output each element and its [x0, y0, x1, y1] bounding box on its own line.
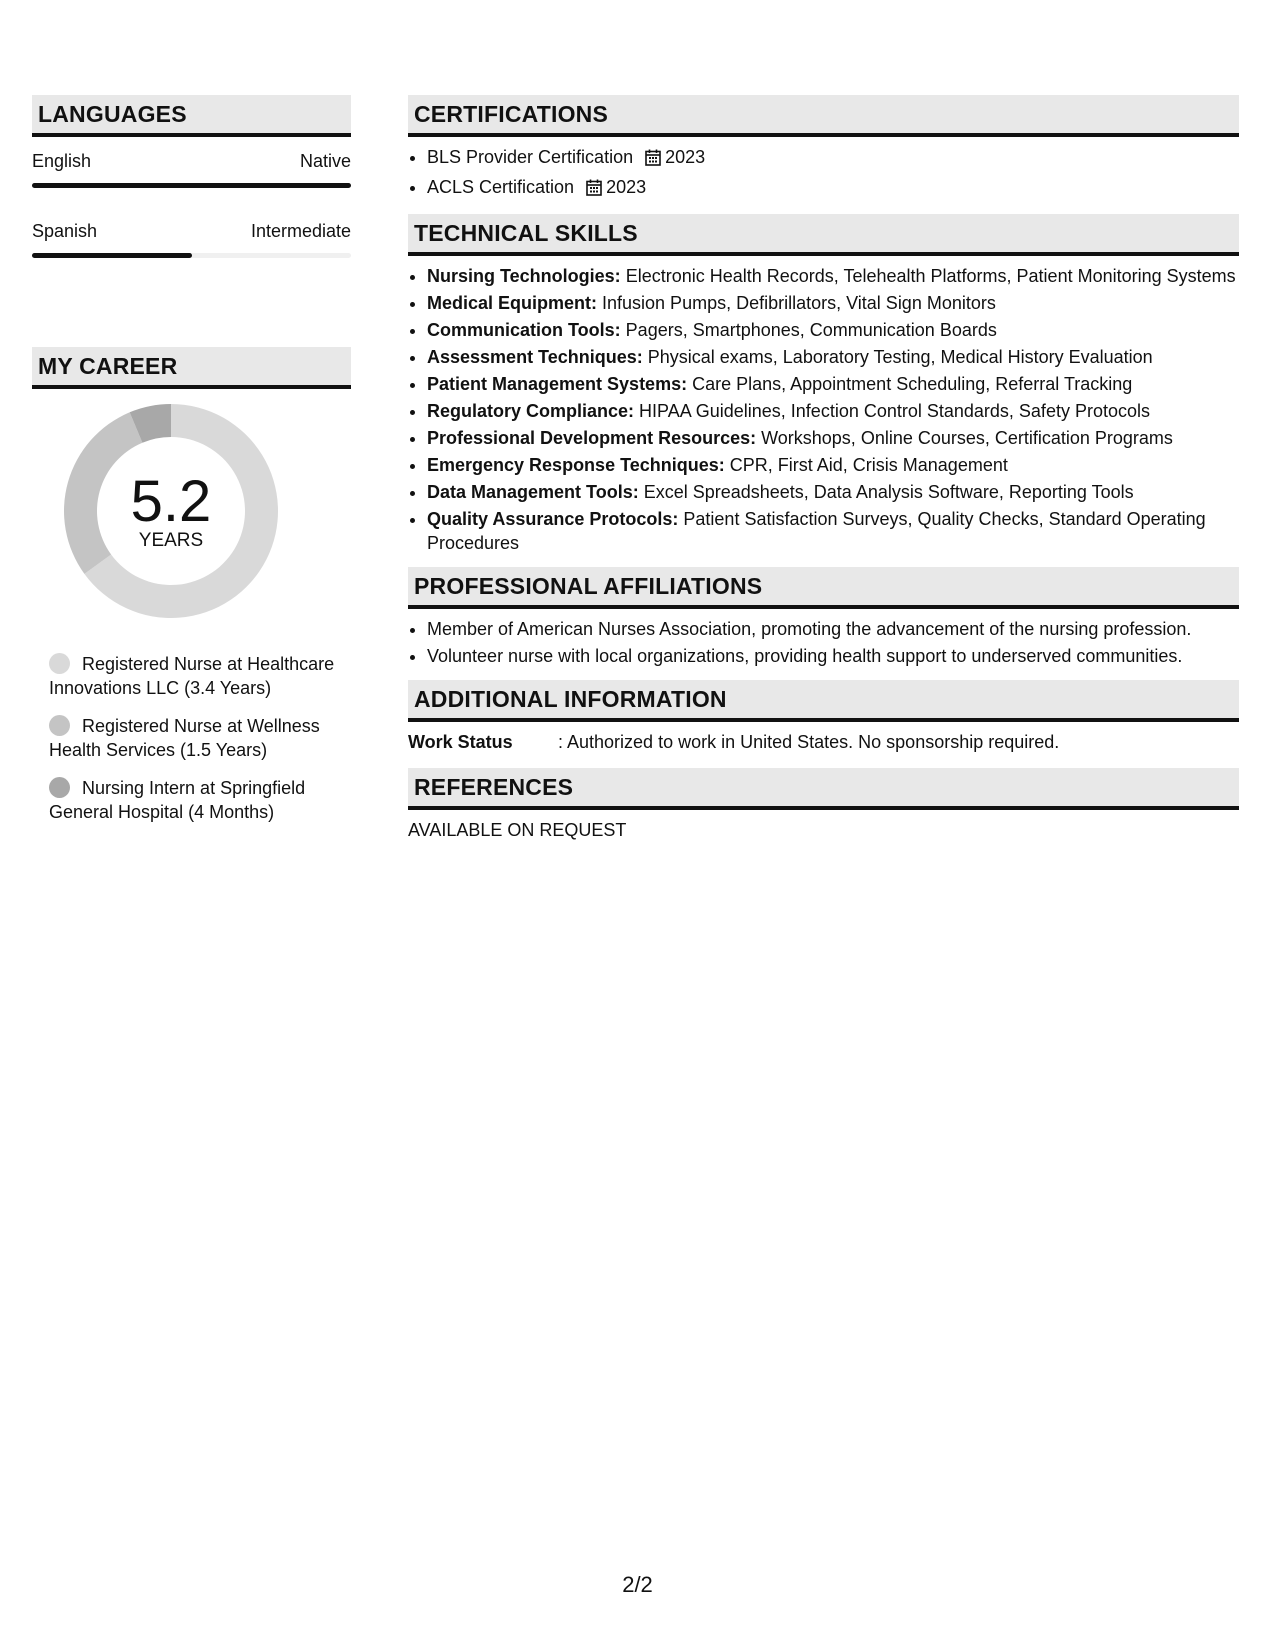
- skill-label: Professional Development Resources:: [427, 428, 757, 448]
- legend-label: Nursing Intern at Springfield General Hospital (4 Months): [49, 778, 306, 822]
- affiliation-item: • Volunteer nurse with local organizations, providing health support to underserved communities.: [427, 644, 1239, 668]
- legend-swatch: [49, 777, 70, 798]
- skill-text: Care Plans, Appointment Scheduling, Referral Tracking: [687, 374, 1133, 394]
- certification-year: 2023: [606, 177, 647, 197]
- language-level: Native: [299, 151, 351, 171]
- language-name: English: [32, 151, 92, 171]
- legend-item: [49, 652, 339, 700]
- proficiency-bar: [32, 183, 351, 188]
- proficiency-bar: [32, 253, 351, 258]
- skill-item: [427, 372, 1239, 396]
- career-donut-chart: [64, 404, 296, 636]
- calendar-icon: [645, 148, 661, 172]
- proficiency-fill: [32, 253, 192, 258]
- calendar-icon: [586, 178, 602, 202]
- skill-text: CPR, First Aid, Crisis Management: [724, 455, 1008, 475]
- skill-item: [427, 399, 1239, 423]
- language-item: [32, 137, 351, 207]
- skill-label: Regulatory Compliance:: [427, 401, 635, 421]
- skill-label: Data Management Tools:: [427, 482, 639, 502]
- references-text: AVAILABLE ON REQUEST: [408, 820, 627, 840]
- skill-label: Quality Assurance Protocols:: [427, 509, 679, 529]
- legend-swatch: [49, 653, 70, 674]
- language-item: [32, 207, 351, 277]
- references-section: [408, 768, 1239, 841]
- references-heading: REFERENCES: [408, 768, 1239, 810]
- skill-text: Workshops, Online Courses, Certification Programs: [756, 428, 1173, 448]
- career-legend: [49, 652, 339, 838]
- skill-label: Communication Tools:: [427, 320, 621, 340]
- skill-text: HIPAA Guidelines, Infection Control Standards, Safety Protocols: [634, 401, 1150, 421]
- page-number: 2/2: [622, 1572, 653, 1597]
- affiliations-heading: PROFESSIONAL AFFILIATIONS: [408, 567, 1239, 609]
- affiliation-item: • Member of American Nurses Association, promoting the advancement of the nursing profession.: [427, 617, 1239, 641]
- certifications-heading: CERTIFICATIONS: [408, 95, 1239, 137]
- proficiency-fill: [32, 183, 351, 188]
- certification-item: [427, 175, 1239, 202]
- language-name: Spanish: [32, 221, 98, 241]
- left-column: [32, 95, 351, 389]
- skill-label: Nursing Technologies:: [427, 266, 621, 286]
- technical-skills-list: [408, 264, 1239, 555]
- career-heading: MY CAREER: [32, 347, 351, 389]
- legend-swatch: [49, 715, 70, 736]
- work-status-label: Work Status: [408, 732, 513, 752]
- skill-text: Electronic Health Records, Telehealth Platforms, Patient Monitoring Systems: [620, 266, 1236, 286]
- skill-label: Assessment Techniques:: [427, 347, 643, 367]
- skill-item: [427, 291, 1239, 315]
- language-level: Intermediate: [250, 221, 351, 241]
- certifications-list: [408, 145, 1239, 202]
- skill-item: [427, 480, 1239, 504]
- skill-item: [427, 507, 1239, 555]
- work-status-row: [408, 730, 1239, 754]
- additional-info-section: [408, 680, 1239, 754]
- skill-item: [427, 318, 1239, 342]
- right-column: [408, 95, 1239, 841]
- total-years-unit: YEARS: [138, 530, 204, 551]
- skill-label: Medical Equipment:: [427, 293, 598, 313]
- work-status-value: : Authorized to work in United States. No sponsorship required.: [558, 732, 1060, 752]
- certification-name: BLS Provider Certification: [427, 147, 634, 167]
- legend-item: [49, 714, 339, 762]
- additional-info-heading: ADDITIONAL INFORMATION: [408, 680, 1239, 722]
- skill-label: Emergency Response Techniques:: [427, 455, 725, 475]
- certification-year: 2023: [665, 147, 706, 167]
- skill-text: Infusion Pumps, Defibrillators, Vital Sign Monitors: [597, 293, 996, 313]
- languages-heading: LANGUAGES: [32, 95, 351, 137]
- skill-item: [427, 264, 1239, 288]
- affiliations-section: [408, 567, 1239, 668]
- skill-text: Physical exams, Laboratory Testing, Medical History Evaluation: [642, 347, 1153, 367]
- legend-label: Registered Nurse at Wellness Health Services (1.5 Years): [49, 716, 320, 760]
- affiliations-list: [408, 617, 1239, 668]
- technical-skills-heading: TECHNICAL SKILLS: [408, 214, 1239, 256]
- technical-skills-section: [408, 214, 1239, 555]
- certification-item: [427, 145, 1239, 172]
- skill-item: [427, 453, 1239, 477]
- legend-label: Registered Nurse at Healthcare Innovations LLC (3.4 Years): [49, 654, 335, 698]
- total-years-value: 5.2: [130, 469, 212, 534]
- certification-name: ACLS Certification: [427, 177, 575, 197]
- skill-label: Patient Management Systems:: [427, 374, 688, 394]
- skill-item: [427, 345, 1239, 369]
- certifications-section: [408, 95, 1239, 202]
- skill-text: Patient Satisfaction Surveys, Quality Checks, Standard Operating Procedures: [427, 509, 1206, 553]
- skill-item: [427, 426, 1239, 450]
- skill-text: Excel Spreadsheets, Data Analysis Software, Reporting Tools: [638, 482, 1134, 502]
- skill-text: Pagers, Smartphones, Communication Boards: [620, 320, 997, 340]
- legend-item: [49, 776, 339, 824]
